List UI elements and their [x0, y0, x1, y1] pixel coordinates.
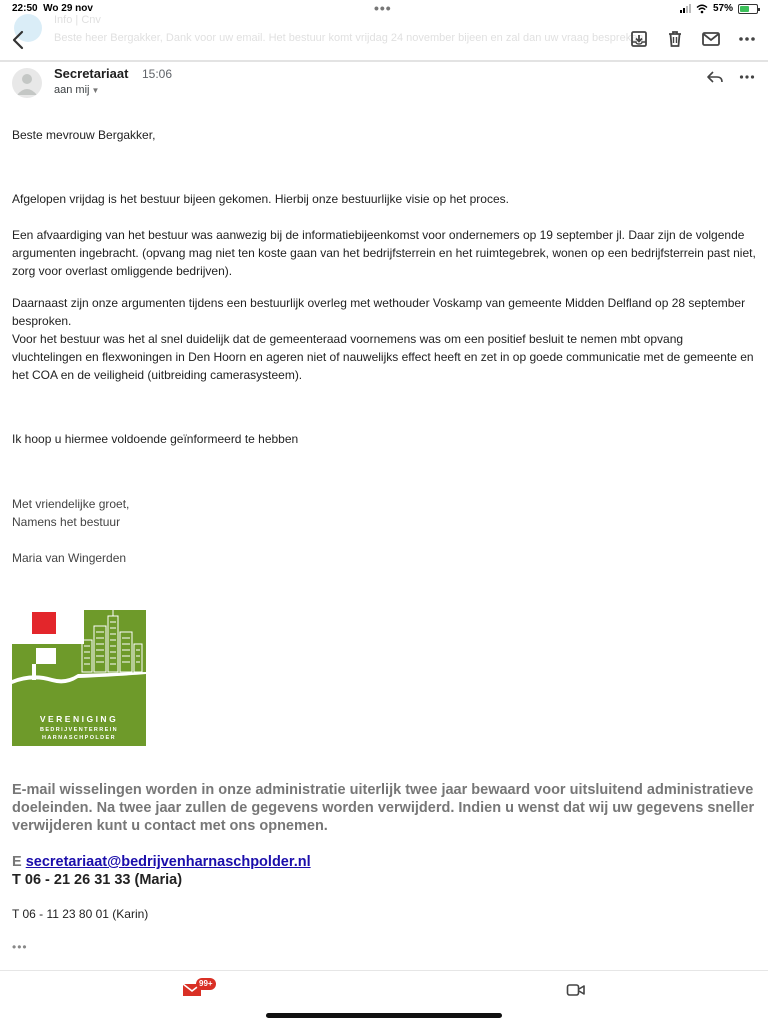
sign-off-org: Namens het bestuur — [12, 515, 121, 529]
more-horizontal-icon[interactable] — [736, 28, 758, 50]
reply-icon[interactable] — [706, 68, 724, 86]
mail-icon[interactable] — [700, 28, 722, 50]
logo-line-2: BEDRIJVENTERREIN — [39, 727, 119, 733]
signal-icon — [680, 4, 691, 13]
chevron-down-icon: ▼ — [91, 86, 100, 95]
body-paragraph-part: Daarnaast zijn onze argumenten tijdens een bestuurlijk overleg met wethouder Voskamp van gemeente Midden Delfland op 28 september besproken. — [12, 296, 746, 328]
archive-icon[interactable] — [628, 28, 650, 50]
wifi-icon — [696, 4, 708, 14]
sender-name[interactable]: Secretariaat — [54, 66, 129, 81]
trash-icon[interactable] — [664, 28, 686, 50]
recipient-toggle[interactable] — [54, 84, 99, 96]
ghost-sender: Info | Cnv — [54, 14, 101, 26]
sent-time: 15:06 — [142, 67, 173, 81]
body-paragraph-part: Voor het bestuur was het al snel duidelijk dat de gemeenteraad voornemens was om een positief besluit te nemen mbt opvang vluchtelingen en flexwoningen in Den Hoorn en ageren niet of nauwelijks effect heeft en zet in op goede communicatie met de gemeente en het COA en de veiligheid (uitbreiding camerasysteem). — [12, 332, 754, 382]
bottom-nav-divider — [0, 970, 768, 971]
status-right — [680, 3, 758, 14]
email-link[interactable]: secretariaat@bedrijvenharnaschpolder.nl — [25, 854, 311, 870]
contact-phone-2[interactable]: T 06 - 11 23 80 01 (Karin) — [12, 907, 149, 921]
ghost-snippet: Beste heer Bergakker, Dank voor uw email. Het bestuur komt vrijdag 24 november bijeen en zal dan uw vraag bespreken. — [54, 32, 647, 44]
status-bar — [0, 0, 768, 18]
multitasking-dots[interactable]: ••• — [374, 0, 392, 16]
disclaimer: E-mail wisselingen worden in onze administratie uiterlijk twee jaar bewaard voor uitsluitend administratieve doeleinden. Na twee jaar zullen de gegevens worden verwijderd. Indien u wenst dat wij uw gegevens sneller verwijderen kunt u contact met ons opnemen. — [12, 782, 755, 834]
status-time: 22:50 Wo 29 nov — [12, 3, 93, 14]
home-indicator[interactable] — [266, 1013, 502, 1018]
body-paragraph: Een afvaardiging van het bestuur was aanwezig bij de informatiebijeenkomst voor ondernemers op 19 september jl. Daar zijn de volgende argumenten ingebracht. (opvang mag niet ten koste gaan van het bedrijfsterrein en het ruimtegebrek, wonen op een bedrijfsterrein past niet, zorg voor overlast omliggende bedrijven). — [12, 228, 756, 278]
toolbar-divider — [0, 60, 768, 62]
greeting: Beste mevrouw Bergakker, — [12, 128, 156, 142]
message-more-icon[interactable] — [738, 68, 756, 86]
logo-line-3: HARNASCHPOLDER — [42, 735, 116, 741]
signer-name: Maria van Wingerden — [12, 551, 127, 565]
closing-line: Ik hoop u hiermee voldoende geïnformeerd te hebben — [12, 432, 299, 446]
video-icon[interactable] — [566, 982, 586, 998]
chevron-left-icon[interactable] — [8, 28, 30, 52]
email-prefix: E — [12, 854, 22, 870]
battery-icon — [738, 4, 758, 14]
contact-email — [12, 853, 311, 871]
show-quoted-text[interactable]: ••• — [12, 940, 28, 954]
person-icon — [12, 68, 42, 98]
battery-percent: 57% — [712, 3, 733, 14]
sender-avatar[interactable] — [12, 68, 42, 98]
logo-line-1: VERENIGING — [39, 714, 119, 724]
body-paragraph — [12, 294, 756, 384]
organization-logo — [12, 610, 146, 746]
recipient-label: aan mij — [54, 84, 90, 96]
contact-phone-1[interactable]: T 06 - 21 26 31 33 (Maria) — [12, 872, 183, 888]
sign-off: Met vriendelijke groet, — [12, 497, 130, 511]
body-paragraph: Afgelopen vrijdag is het bestuur bijeen gekomen. Hierbij onze bestuurlijke visie op het proces. — [12, 192, 509, 206]
message-header — [12, 66, 758, 106]
message-toolbar — [0, 22, 768, 58]
unread-badge: 99+ — [196, 978, 216, 990]
